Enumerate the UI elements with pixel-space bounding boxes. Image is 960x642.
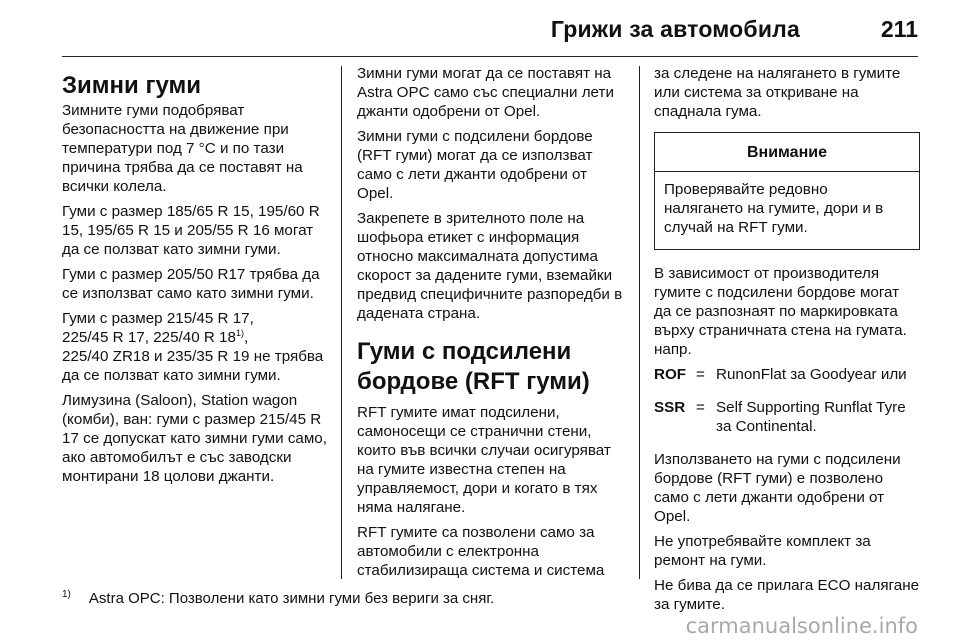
paragraph: за следене на налягането в гумите или система за откриване на спаднала гума.	[654, 65, 901, 120]
paragraph: Лимузина (Saloon), Station wagon (комби), ван: гуми с размер 215/45 R 17 се допускат като зимни гуми само, ако автомобилът е със заводски монтирани 18 цолови джанти.	[62, 392, 327, 485]
definition-row-ssr	[654, 398, 920, 436]
paragraph-line: 225/45 R 17, 225/40 R 18	[62, 329, 236, 346]
definition-row-rof	[654, 365, 920, 384]
text-column-2	[357, 64, 627, 586]
paragraph: Гуми с размер 185/65 R 15, 195/60 R 15, 195/65 R 15 и 205/55 R 16 могат да се ползват като зимни гуми.	[62, 203, 320, 258]
paragraph: RFT гумите са позволени само за автомобили с електронна стабилизираща система и система	[357, 524, 605, 579]
paragraph: Използването на гуми с подсилени бордове (RFT гуми) е позволено само с лети джанти одобрени от Opel.	[654, 451, 901, 525]
definition-term: SSR	[654, 399, 686, 416]
footnote-text: Astra OPC: Позволени като зимни гуми без вериги за сняг.	[88, 590, 495, 607]
paragraph: В зависимост от производителя гумите с подсилени бордове могат да се разпознаят по маркировката върху страничната стена на гумата. напр.	[654, 265, 907, 358]
definition-term: ROF	[654, 366, 687, 383]
paragraph-with-footnote	[62, 309, 328, 385]
text-column-3	[654, 64, 920, 620]
page-header	[62, 0, 918, 57]
heading-winter-tyres: Зимни гуми	[62, 72, 201, 99]
paragraph-line: Гуми с размер 215/45 R 17,	[62, 310, 254, 327]
footnote-mark: 1)	[62, 589, 71, 600]
definition-text: RunonFlat за Goodyear или	[716, 366, 907, 383]
watermark: carmanualsonline.info	[685, 614, 918, 638]
warning-text: Проверявайте редовно налягането на гумите, дори и в случай на RFT гуми.	[664, 181, 884, 236]
warning-box	[654, 132, 920, 250]
warning-title: Внимание	[655, 133, 919, 172]
paragraph: Зимни гуми могат да се поставят на Astra OPC само със специални лети джанти одобрени от Opel.	[357, 65, 614, 120]
page-number: 211	[880, 16, 918, 42]
definition-equals: =	[696, 366, 705, 383]
paragraph: Гуми с размер 205/50 R17 трябва да се използват само като зимни гуми.	[62, 266, 320, 302]
footnote-marker: 1)	[235, 327, 244, 338]
paragraph: Не бива да се прилага ECO налягане за гумите.	[654, 577, 920, 613]
paragraph-line: 225/40 ZR18 и 235/35 R 19 не трябва да се ползват като зимни гуми.	[62, 348, 324, 384]
definition-equals: =	[696, 399, 705, 416]
paragraph: Закрепете в зрителното поле на шофьора етикет с информация относно максималната допустима скорост за дадените гуми, вземайки предвид специфичните разпоредби в дадената страна.	[357, 210, 623, 322]
column-divider-right	[639, 66, 640, 579]
column-divider-left	[341, 66, 342, 579]
paragraph: Зимните гуми подобряват безопасността на движение при температури под 7 °C и по тази причина трябва да се поставят на всички колела.	[62, 102, 303, 195]
paragraph: Зимни гуми с подсилени бордове (RFT гуми) могат да се използват само с лети джанти одобрени от Opel.	[357, 128, 593, 202]
paragraph: RFT гумите имат подсилени, самоносещи се странични стени, които във всички случаи осигуряват на гумите известна степен на управляемост, дори и когато в тях няма налягане.	[357, 404, 611, 516]
paragraph: Не употребявайте комплект за ремонт на гуми.	[654, 533, 871, 569]
text-column-1	[62, 64, 328, 492]
footnote	[62, 590, 494, 607]
definition-text: Self Supporting Runflat Tyre за Continental.	[716, 399, 906, 435]
punctuation: ,	[243, 329, 249, 346]
heading-rft-tyres: Гуми с подсилени бордове (RFT гуми)	[357, 338, 590, 395]
running-header-title: Грижи за автомобила	[550, 16, 800, 42]
